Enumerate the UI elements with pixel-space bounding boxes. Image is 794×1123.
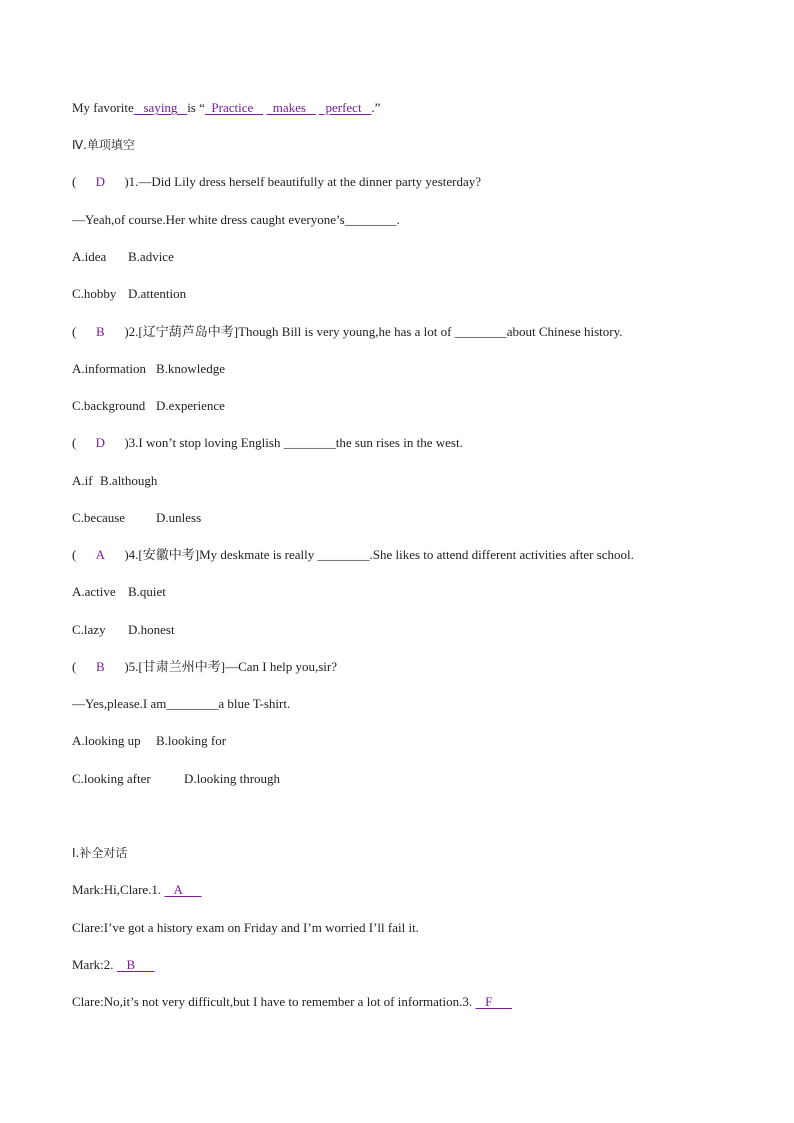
question-4 — [72, 547, 634, 563]
option-a: A.active — [72, 584, 116, 599]
question-5-stem: )5.[甘肃兰州中考]—Can I help you,sir? — [124, 659, 338, 674]
saying-mid: is “ — [187, 100, 205, 115]
bracket-open: ( — [72, 324, 77, 339]
answer-4: A — [95, 547, 106, 562]
answer-3: D — [95, 435, 106, 450]
option-a: A.looking up — [72, 733, 141, 748]
section-title-4: Ⅳ.单项填空 — [72, 138, 135, 152]
dialogue-text: Mark:2. — [72, 957, 117, 972]
saying-blank-2: Practice — [204, 100, 264, 115]
option-a: A.idea — [72, 249, 107, 264]
option-b: B.quiet — [128, 584, 166, 599]
saying-suffix: .” — [371, 100, 381, 115]
option-d: D.attention — [128, 286, 187, 301]
option-c: C.lazy — [72, 622, 106, 637]
saying-blank-3: makes — [266, 100, 316, 115]
saying-line — [72, 100, 380, 116]
bracket-open: ( — [72, 659, 77, 674]
option-a: A.if — [72, 473, 93, 488]
bracket-open: ( — [72, 547, 77, 562]
option-c: C.looking after — [72, 771, 151, 786]
question-2 — [72, 324, 623, 340]
question-3-options-ab — [72, 473, 157, 489]
option-b: B.knowledge — [156, 361, 225, 376]
saying-blank-1: saying — [133, 100, 188, 115]
dialogue-text: Clare:No,it’s not very difficult,but I have to remember a lot of information.3. — [72, 994, 476, 1009]
question-2-options-cd — [72, 398, 225, 414]
question-4-stem: )4.[安徽中考]My deskmate is really ________.She likes to attend different activities after school. — [124, 547, 634, 562]
option-d: D.experience — [156, 398, 225, 413]
question-3-options-cd — [72, 510, 201, 526]
answer-1: D — [95, 174, 106, 189]
question-5 — [72, 659, 337, 675]
option-d: D.unless — [156, 510, 202, 525]
dialogue-line-1 — [72, 882, 202, 898]
saying-blank-4: perfect — [318, 100, 372, 115]
bracket-open: ( — [72, 435, 77, 450]
dialogue-text: Mark:Hi,Clare.1. — [72, 882, 165, 897]
question-3-stem: )3.I won’t stop loving English ________the sun rises in the west. — [124, 435, 463, 450]
option-b: B.advice — [128, 249, 174, 264]
option-d: D.honest — [128, 622, 175, 637]
section-title-1: Ⅰ.补全对话 — [72, 846, 128, 860]
question-2-options-ab — [72, 361, 225, 377]
bracket-open: ( — [72, 174, 77, 189]
question-4-options-cd — [72, 622, 175, 638]
question-1-reply: —Yeah,of course.Her white dress caught everyone’s________. — [72, 212, 400, 227]
question-1-stem: )1.—Did Lily dress herself beautifully at the dinner party yesterday? — [124, 174, 482, 189]
dialogue-line-2 — [72, 920, 419, 936]
question-1 — [72, 174, 481, 190]
option-d: D.looking through — [184, 771, 281, 786]
dialogue-line-4 — [72, 994, 512, 1010]
question-4-options-ab — [72, 584, 166, 600]
answer-2: B — [96, 324, 105, 339]
option-b: B.although — [100, 473, 158, 488]
question-1-options-cd — [72, 286, 186, 302]
option-c: C.background — [72, 398, 146, 413]
dialogue-blank-3: F — [475, 994, 512, 1009]
dialogue-line-3 — [72, 957, 155, 973]
dialogue-text: Clare:I’ve got a history exam on Friday and I’m worried I’ll fail it. — [72, 920, 419, 935]
dialogue-blank-2: B — [116, 957, 155, 972]
option-b: B.looking for — [156, 733, 227, 748]
option-c: C.hobby — [72, 286, 117, 301]
question-5-options-cd — [72, 771, 280, 787]
question-1-options-ab — [72, 249, 174, 265]
option-a: A.information — [72, 361, 147, 376]
question-2-stem: )2.[辽宁葫芦岛中考]Though Bill is very young,he has a lot of ________about Chinese history. — [124, 324, 623, 339]
answer-5: B — [96, 659, 105, 674]
saying-prefix: My favorite — [72, 100, 134, 115]
question-5-options-ab — [72, 733, 226, 749]
question-5-reply: —Yes,please.I am________a blue T-shirt. — [72, 696, 291, 711]
dialogue-blank-1: A — [164, 882, 202, 897]
question-3 — [72, 435, 463, 451]
option-c: C.because — [72, 510, 126, 525]
